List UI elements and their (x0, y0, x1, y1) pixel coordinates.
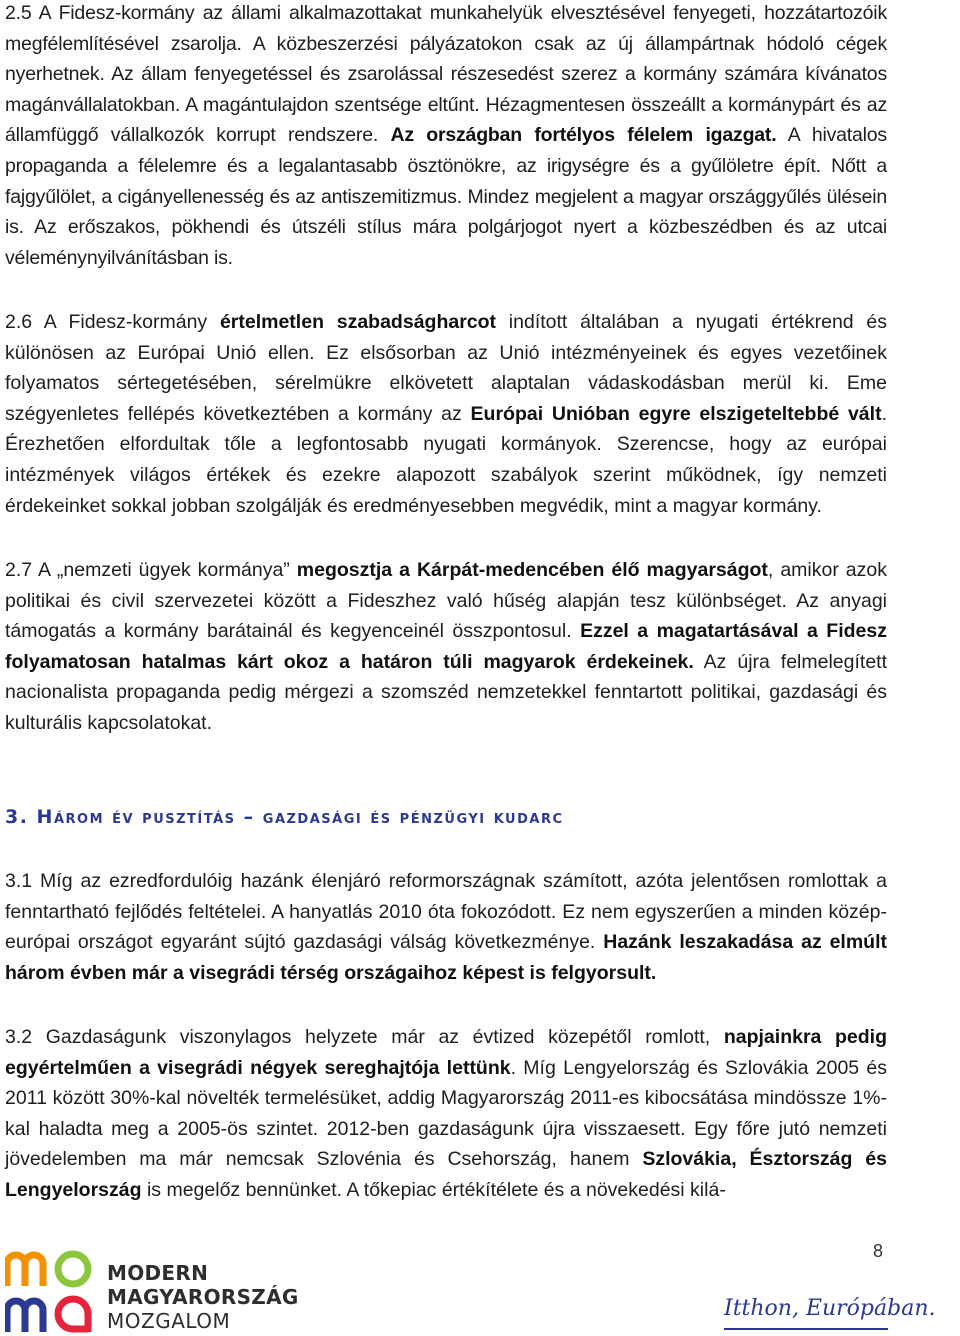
section-heading: 3. Három év pusztítás – gazdasági és pénzügyi kudarc (5, 806, 564, 828)
text-run: 3.2 Gazdaságunk viszonylagos helyzete már az évtized közepétől romlott, (5, 1026, 724, 1048)
logo-line-modern: MODERN (107, 1261, 209, 1285)
bold-emphasis: napjainkra pedig egyértelműen a visegrádi négyek sereghajtója lettünk (5, 1026, 888, 1079)
text-run: indított általában a nyugati értékrend és különösen az Európai Unió ellen. Ez elsősorban az Unió intézményeinek és egyes vezetőinek folyamatos sértegetésében, sérelmükre elkövetett alaptalan vádaskodásban merül ki. Eme szégyenletes fellépés következtében a kormány az (5, 311, 887, 425)
logo-a-red (58, 1299, 88, 1332)
text-run: . Míg Lengyelország és Szlovákia 2005 és 2011 között 30%-kal növelték termelésüket, addig Magyarország 2011-es kibocsátása mindössze 1%-kal haladta meg a 2005-ös szintet. 2012-ben gazdaságunk újra visszaesett. Egy főre jutó nemzeti jövedelemben ma már nemcsak Szlovénia és Csehország, hanem (5, 1056, 887, 1171)
logo-m-orange (7, 1255, 43, 1286)
paragraph-3-2 (5, 1022, 887, 1206)
text-run: 2.6 A Fidesz-kormány (5, 311, 220, 333)
text-run: 2.7 A „nemzeti ügyek kormánya” (5, 559, 297, 581)
text-run: , amikor azok politikai és civil szervezetei között a Fideszhez való hűség alapján tesz különbséget. Az anyagi támogatás a kormány barátainál és kegyenceinél összpontosul. (5, 559, 887, 643)
text-run: Az újra felmelegített nacionalista propaganda pedig mérgezi a szomszéd nemzetekkel fenntartott politikai, gazdasági és kulturális kapcsolatokat. (5, 650, 887, 734)
paragraph-2-7 (5, 555, 887, 739)
bold-emphasis: megosztja a Kárpát-medencében élő magyarságot (296, 559, 768, 581)
text-run: 2.5 A Fidesz-kormány az állami alkalmazottakat munkahelyük elvesztésével fenyegeti, hozzátartozóik megfélemlítésével zsarolja. A közbeszerzési pályázatokon csak az új állampártnak hódoló cégek nyerhetnek. Az állam fenyegetéssel és zsarolással részesedést szerez a kormány számára kívánatos magánvállalatokban. A magántulajdon szentsége eltűnt. Hézagmentesen összeállt a kormánypárt és az államfüggő vállalkozók korrupt rendszere. (5, 2, 887, 147)
text-run: . Érezhetően elfordultak tőle a legfontosabb nyugati kormányok. Szerencse, hogy az európai intézmények világos értékek és ezekre alapozott szabályok szerint működnek, így nemzeti érdekeinket sokkal jobban szolgálják és eredményesebben megvédik, mint a magyar kormány. (5, 402, 887, 517)
text-run: A hivatalos propaganda a félelemre és a legalantasabb ösztönökre, az irigységre és a gyűlöletre épít. Nőtt a fajgyűlölet, a cigányellenesség és az antiszemitizmus. Mindez megjelent a magyar országgyűlés ülésein is. Az erőszakos, pökhendi és útszéli stílus mára polgárjogot nyert a közbeszédben és az utcai véleménynyilvánításban is. (5, 124, 887, 269)
bold-emphasis: Szlovákia, Észtország és Lengyelország (5, 1148, 887, 1201)
bold-emphasis: Az országban fortélyos félelem igazgat. (390, 124, 777, 147)
logo-wordmark (107, 1261, 299, 1333)
logo-line-magyarorszag: MAGYARORSZÁG (107, 1285, 299, 1309)
slogan: Itthon, Európában. (724, 1296, 936, 1321)
logo-line-mozgalom: MOZGALOM (107, 1309, 231, 1333)
paragraph-2-5 (5, 0, 887, 273)
bold-emphasis: Ezzel a magatartásával a Fidesz folyamatosan hatalmas kárt okoz a határon túli magyarok érdekeinek. (5, 620, 887, 673)
text-run: is megelőz bennünket. A tőkepiac értékítélete és a növekedési kilá- (141, 1178, 726, 1201)
logo-o-green (58, 1254, 88, 1284)
bold-emphasis: Hazánk leszakadása az elmúlt három évben már a visegrádi térség országaihoz képest is felgyorsult. (5, 931, 888, 984)
paragraph-3-1 (5, 866, 887, 988)
bold-emphasis: Európai Unióban egyre elszigeteltebbé vált (470, 402, 882, 425)
logo-m-blue (7, 1301, 43, 1332)
paragraph-2-6 (5, 307, 887, 521)
text-run: 3.1 Míg az ezredfordulóig hazánk élenjáró reformországnak számított, azóta jelentősen romlottak a fenntartható fejlődés feltételei. A hanyatlás 2010 óta fokozódott. Ez nem egyszerűen a minden közép-európai országot egyaránt sújtó gazdasági válság következménye. (5, 870, 887, 954)
slogan-underline (724, 1328, 888, 1330)
bold-emphasis: értelmetlen szabadságharcot (219, 311, 497, 333)
page-number: 8 (873, 1241, 884, 1261)
mmm-logo-icon (5, 1244, 97, 1334)
